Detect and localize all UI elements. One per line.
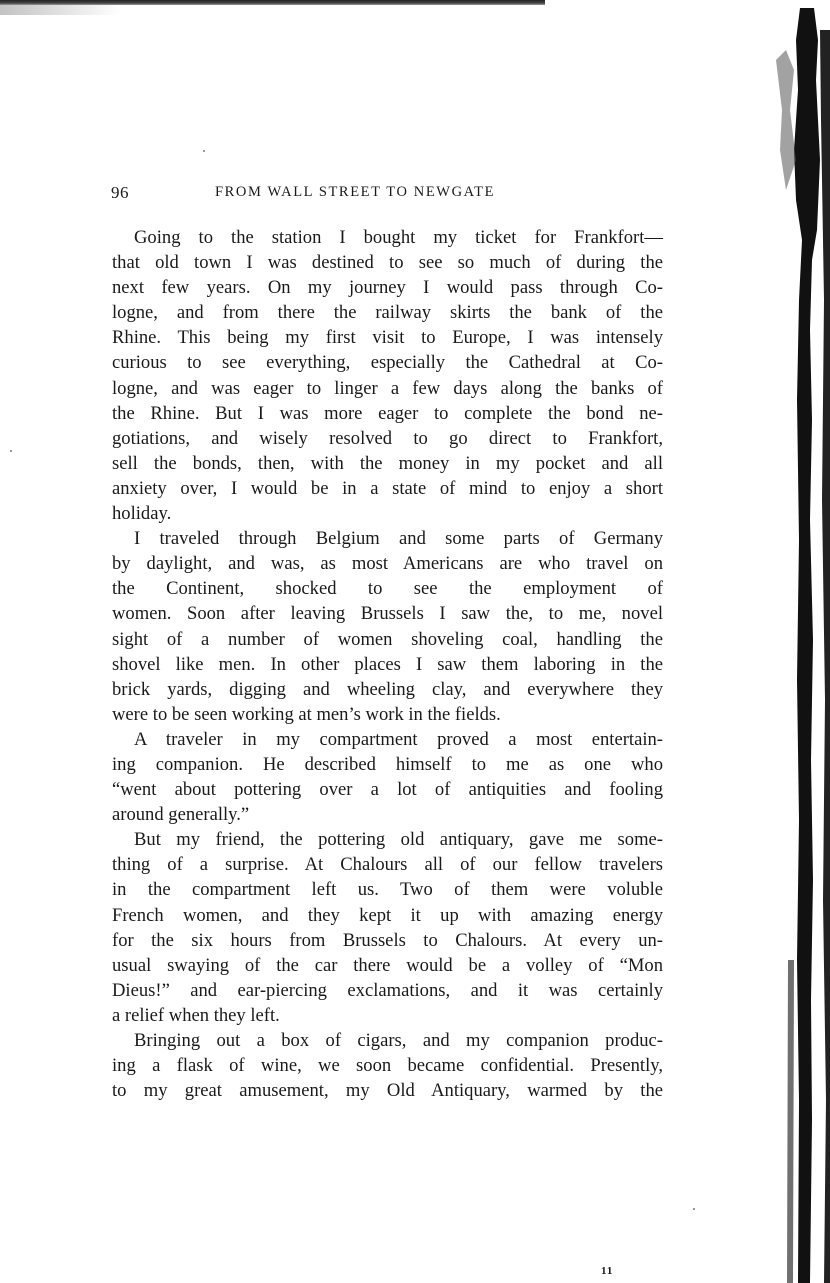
text-line: “went about pottering over a lot of antiquities and fooling bbox=[112, 779, 663, 801]
text-line: French women, and they kept it up with amazing energy bbox=[112, 904, 663, 926]
text-line: for the six hours from Brussels to Chalours. At every un- bbox=[112, 929, 663, 951]
paragraph bbox=[112, 526, 663, 727]
text-line: Rhine. This being my first visit to Europe, I was intensely bbox=[112, 327, 663, 349]
page-number: 96 bbox=[111, 183, 129, 202]
scan-speck bbox=[693, 1208, 695, 1210]
text-line: in the compartment left us. Two of them were voluble bbox=[112, 879, 663, 901]
text-line: to my great amusement, my Old Antiquary, warmed by the bbox=[112, 1080, 663, 1102]
text-line: gotiations, and wisely resolved to go direct to Frankfort, bbox=[112, 427, 663, 449]
text-line: by daylight, and was, as most Americans are who travel on bbox=[112, 553, 663, 575]
text-line: women. Soon after leaving Brussels I saw the, to me, novel bbox=[112, 603, 663, 625]
text-line: next few years. On my journey I would pass through Co- bbox=[112, 277, 663, 299]
text-line: thing of a surprise. At Chalours all of our fellow travelers bbox=[112, 854, 663, 876]
text-line: But my friend, the pottering old antiquary, gave me some- bbox=[134, 829, 663, 851]
signature-mark: 11 bbox=[601, 1265, 614, 1277]
text-line: ing a flask of wine, we soon became confidential. Presently, bbox=[112, 1055, 663, 1077]
page-header bbox=[111, 183, 663, 207]
text-line: logne, and from there the railway skirts the bank of the bbox=[112, 302, 663, 324]
body-text bbox=[112, 225, 663, 1103]
text-line: holiday. bbox=[112, 503, 172, 525]
text-line: around generally.” bbox=[112, 804, 250, 826]
paragraph bbox=[112, 827, 663, 1028]
text-line: were to be seen working at men’s work in the fields. bbox=[112, 703, 501, 725]
text-line: anxiety over, I would be in a state of mind to enjoy a short bbox=[112, 477, 663, 499]
scan-speck bbox=[203, 150, 205, 152]
scan-speck bbox=[10, 450, 12, 452]
text-line: that old town I was destined to see so much of during the bbox=[112, 252, 663, 274]
text-line: the Rhine. But I was more eager to complete the bond ne- bbox=[112, 402, 663, 424]
text-line: brick yards, digging and wheeling clay, and everywhere they bbox=[112, 678, 663, 700]
text-line: Bringing out a box of cigars, and my companion produc- bbox=[134, 1030, 663, 1051]
text-line: usual swaying of the car there would be a volley of “Mon bbox=[112, 954, 663, 976]
text-line: Going to the station I bought my ticket for Frankfort— bbox=[134, 227, 663, 248]
paragraph bbox=[112, 727, 663, 827]
paragraph bbox=[112, 1028, 663, 1103]
running-head: FROM WALL STREET TO NEWGATE bbox=[215, 184, 496, 200]
text-line: a relief when they left. bbox=[112, 1004, 280, 1026]
text-line: logne, and was eager to linger a few days along the banks of bbox=[112, 377, 663, 399]
text-line: sell the bonds, then, with the money in my pocket and all bbox=[112, 452, 663, 474]
text-line: sight of a number of women shoveling coal, handling the bbox=[112, 628, 663, 650]
text-line: shovel like men. In other places I saw them laboring in the bbox=[112, 653, 663, 675]
binding-edge-shadow bbox=[772, 0, 830, 1283]
paragraph bbox=[112, 225, 663, 526]
text-line: the Continent, shocked to see the employment of bbox=[112, 578, 663, 600]
top-scan-smudge bbox=[0, 5, 120, 15]
text-line: Dieus!” and ear-piercing exclamations, and it was certainly bbox=[112, 979, 663, 1001]
text-line: ing companion. He described himself to me as one who bbox=[112, 753, 663, 775]
text-line: curious to see everything, especially the Cathedral at Co- bbox=[112, 352, 663, 374]
text-line: I traveled through Belgium and some parts of Germany bbox=[134, 528, 663, 550]
text-line: A traveler in my compartment proved a most entertain- bbox=[134, 728, 663, 750]
